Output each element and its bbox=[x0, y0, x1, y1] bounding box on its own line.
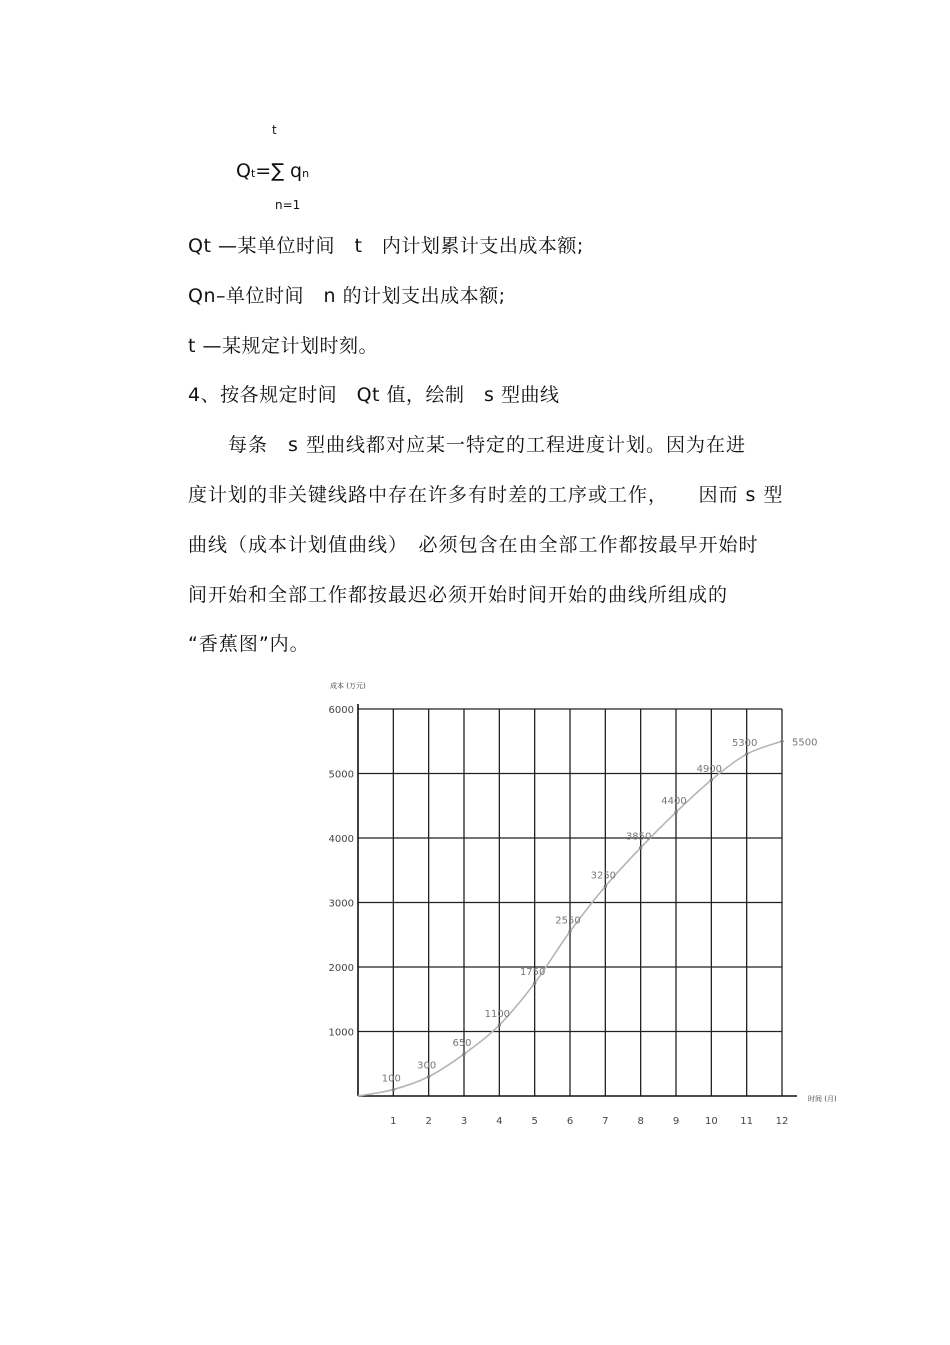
x-tick-label: 12 bbox=[775, 1116, 789, 1127]
y-tick-label: 2000 bbox=[328, 963, 354, 974]
formula-sigma: =∑ q bbox=[255, 160, 303, 182]
paragraph-line-4: 间开始和全部工作都按最迟必须开始时间开始的曲线所组成的 bbox=[188, 584, 729, 606]
data-label: 1750 bbox=[519, 967, 546, 979]
data-point bbox=[392, 1088, 395, 1091]
data-label: 4400 bbox=[661, 796, 687, 808]
definition-qt: Qt —某单位时间 t 内计划累计支出成本额; bbox=[188, 235, 584, 257]
paragraph-line-2: 度计划的非关键线路中存在许多有时差的工序或工作， 因而 s 型 bbox=[188, 484, 784, 506]
step-heading: 4、按各规定时间 Qt 值，绘制 s 型曲线 bbox=[188, 384, 560, 406]
x-tick-label: 3 bbox=[460, 1116, 468, 1127]
data-point bbox=[604, 885, 607, 888]
y-axis-title: 成本 (万元) bbox=[330, 682, 366, 690]
paragraph-line-1: 每条 s 型曲线都对应某一特定的工程进度计划。因为在进 bbox=[188, 434, 746, 456]
formula-lower-limit: n=1 bbox=[275, 198, 301, 212]
x-axis-title: 时间 (月) bbox=[808, 1095, 837, 1103]
data-point bbox=[568, 930, 571, 933]
data-label: 300 bbox=[417, 1060, 437, 1072]
definition-qn: Qn–单位时间 n 的计划支出成本额; bbox=[188, 285, 506, 307]
data-point bbox=[462, 1052, 465, 1055]
y-tick-label: 3000 bbox=[328, 898, 354, 910]
data-label: 650 bbox=[452, 1038, 472, 1050]
data-label: 5500 bbox=[792, 737, 818, 749]
paragraph-line-3: 曲线（成本计划值曲线） 必须包含在由全部工作都按最早开始时 bbox=[188, 534, 759, 556]
x-tick-label: 2 bbox=[425, 1116, 432, 1127]
data-point bbox=[639, 846, 642, 849]
paragraph-line-5: “香蕉图”内。 bbox=[188, 633, 310, 655]
formula-sum bbox=[236, 160, 309, 182]
x-tick-label: 9 bbox=[672, 1116, 680, 1127]
x-tick-label: 7 bbox=[602, 1116, 609, 1127]
data-point bbox=[533, 982, 536, 985]
y-tick-label: 5000 bbox=[328, 769, 354, 781]
formula-rhs-subscript: n bbox=[302, 167, 310, 180]
definition-t: t —某规定计划时刻。 bbox=[188, 335, 378, 357]
formula-lhs: Q bbox=[236, 160, 251, 182]
x-tick-label: 6 bbox=[566, 1116, 574, 1127]
data-label: 4900 bbox=[696, 763, 723, 775]
data-label: 3250 bbox=[590, 870, 617, 882]
data-label: 5300 bbox=[731, 738, 758, 750]
x-tick-label: 4 bbox=[496, 1116, 503, 1127]
data-label: 100 bbox=[381, 1073, 401, 1085]
data-label: 2550 bbox=[555, 915, 581, 927]
x-tick-label: 1 bbox=[390, 1116, 397, 1127]
formula-lhs-subscript: t bbox=[250, 167, 256, 180]
y-tick-label: 4000 bbox=[328, 834, 354, 845]
data-point bbox=[745, 753, 748, 756]
data-label: 1100 bbox=[484, 1009, 511, 1021]
x-tick-label: 10 bbox=[704, 1116, 718, 1127]
data-point bbox=[427, 1075, 430, 1078]
data-point bbox=[674, 811, 677, 814]
x-tick-label: 11 bbox=[740, 1116, 754, 1127]
s-curve-chart bbox=[320, 676, 850, 1141]
x-tick-label: 5 bbox=[531, 1116, 538, 1127]
data-point bbox=[780, 740, 783, 743]
data-label: 3850 bbox=[625, 831, 652, 843]
data-point bbox=[710, 778, 713, 781]
x-tick-label: 8 bbox=[637, 1116, 644, 1127]
formula-upper-limit: t bbox=[272, 123, 277, 137]
data-point bbox=[498, 1023, 501, 1026]
y-tick-label: 1000 bbox=[328, 1027, 354, 1039]
y-tick-label: 6000 bbox=[328, 705, 354, 716]
